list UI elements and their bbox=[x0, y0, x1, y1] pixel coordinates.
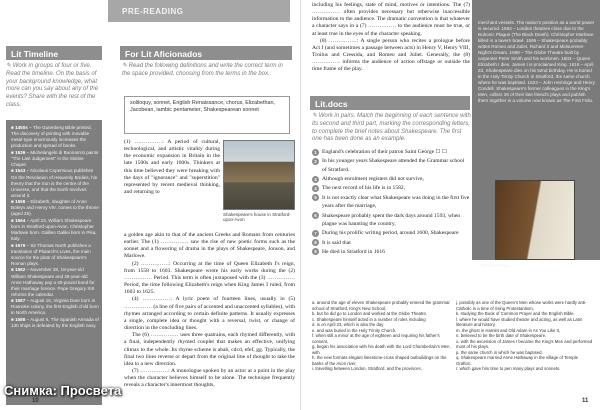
answer-option: o. with the ascension of James I became the King's Men and performed most of his plays. bbox=[456, 338, 593, 349]
answers-right bbox=[456, 300, 594, 400]
intro-text: Read the following definitions and write the correct term in the space provided, choosing from the terms in the box. bbox=[122, 63, 283, 77]
definition-7-cont: including his feelings, state of mind, motives or intentions. The (7) …………… often provides necessary but otherwise inaccessible information to the audience. The dramatic convention is that whatever a character says in a (7) …………… to the audience must be true, or at least true in the eyes of the character speaking. bbox=[312, 2, 470, 37]
number-badge: 2 bbox=[312, 158, 319, 165]
timeline-entry: ■ 1536 – Michelangelo di Buonarroti paints "The Last Judgement" in the Sistine Chapel. bbox=[11, 149, 99, 167]
answer-option: r. which gave him time to pen many plays and sonnets. bbox=[456, 366, 561, 371]
timeline-entry: ■ 1588 – August 8, The Spanish Armada of 130 ships is defeated by the English navy. bbox=[11, 316, 99, 328]
definition-2: (2) ……………: Occurring at the time of Queen Elizabeth I's reign, from 1558 to 1603. Shakespeare wrote his early works during the (2) …………… Period. This term is often juxtaposed with the (3) …………… Period, the time following Elizabeth's reign when King James I ruled, from 1603 to 1625. bbox=[124, 260, 295, 296]
timeline-entry: ■ 1450s – The Gutenberg Bible printed. The discovery of printing with movable metal-type enormously increases the production and spread of books. bbox=[11, 125, 92, 149]
shakespeare-house-photo bbox=[223, 140, 295, 210]
page-number-right: 11 bbox=[582, 398, 589, 404]
list-item: 2 In his younger years Shakespeare attended the Grammar school of Stratford. bbox=[312, 157, 470, 174]
answer-option: m. the ghost in Hamlet and Old Adam in As You Like It, bbox=[456, 327, 561, 333]
timeline bbox=[6, 120, 102, 405]
answer-option: a. around the age of eleven Shakespeare probably entered the grammar school of Stratford, King's New School, bbox=[312, 300, 450, 311]
answer-option: c. Shakespeare himself acted in a number of roles including bbox=[312, 316, 426, 322]
list-item: 5 It is not exactly clear what Shakespeare was doing in the first five years after the marriage, bbox=[312, 194, 470, 211]
timeline-entry: ■ 1579 – Sir Thomas North publishes a translation of Plutarch's Lives, the main source for the plots of Shakespeare's Roman plays. bbox=[11, 242, 91, 266]
lit-timeline-intro bbox=[6, 63, 102, 110]
answer-option: g. began his association with his death with the Lord Chamberlain's Men, with bbox=[312, 344, 451, 355]
answer-option: l. where he would have studied theatre and acting, as well as Latin literature and history. bbox=[456, 316, 583, 327]
list-item: 6 Shakespeare probably spent the dark days around 1593, when plague was haunting the country, bbox=[312, 212, 470, 229]
word-box: soliloquy, sonnet, English Renaissance, chorus, Elizabethan, Jacobean, iambic pentameter, Shakespearean sonnet bbox=[124, 96, 290, 134]
section-header: PRE-READING bbox=[108, 0, 290, 22]
list-item: 3 Although enrolment registers did not survive, bbox=[312, 175, 470, 184]
definition-6: The (6) …………… uses three quatrains, each rhymed differently, with a final, independently rhymed couplet that makes an effective, unifying climax to the whole. Its rhyme scheme is abab, cdcd, efef, gg. Typically, the final two lines reverse or depart from the original line of thought to take the idea to a new direction. bbox=[124, 332, 295, 367]
number-badge: 3 bbox=[312, 176, 319, 183]
definitions-continued bbox=[312, 2, 470, 90]
answer-option: j. possibly as one of the Queen's Men whose works were hardly anti-Catholic in a time of rising Protestantism, bbox=[456, 300, 587, 311]
answer-option: p. the same church in which he was baptised. bbox=[456, 349, 543, 355]
answers-left bbox=[312, 300, 452, 400]
timeline-text: merchant vessels. The nation's position as a world power is secured. 1593 – London theatres close due to the Bubonic Plague (The Black Death). Christopher Marlowe killed in a tavern brawl. 1595 – Shakespeare probably writes Romeo and Juliet, Richard II and Midsummer Night's Dream. 1598 – The Globe Theatre built by carpenter Peter Smith and his workmen. 1603 – Queen Elizabeth I dies. James I is proclaimed King. 1616 – April 23, Shakespeare dies on his 52nd birthday. He is buried in the Holy Trinity Church in Stratford, the same church where he was baptised. 1623 – John Heminge and Henry Condell, Shakespeare's former colleagues in the King's Men, collect 36 of their late friend's plays and publish them together in a volume now known as The First Folio. bbox=[478, 20, 595, 103]
list-item: 7 During his prolific writing period, around 1600, Shakespeare bbox=[312, 229, 470, 238]
answer-option: e. and was buried in the Holy Trinity Church. bbox=[312, 327, 397, 333]
lit-timeline-title: Lit Timeline bbox=[6, 46, 102, 60]
answer-option: k. studying the Book of Common Prayer and the English Bible. bbox=[456, 311, 575, 316]
lit-docs-intro bbox=[312, 113, 472, 144]
pen-icon: ✎ bbox=[122, 63, 129, 69]
definition-8: (8) ……………: A single person who recites a prologue before Act I (and sometimes a passage between acts) in Henry V, Henry VIII, Troilus and Cressida, and Romeo and Juliet. Generally, the (8) …………… informs the audience of action offstage or outside the time frame of the play. bbox=[312, 37, 470, 73]
answer-option: n. believed to be the birth date of Shakespeare. bbox=[456, 333, 547, 338]
definitions-rest bbox=[124, 232, 295, 402]
watermark: Снимка: Просвета bbox=[4, 383, 122, 398]
intro-text: Work in pairs. Match the beginning of each sentence with its second and third part, marking the corresponding letters, to complete the brief notes about Shakespeare. The first one has been done as an example. bbox=[312, 113, 471, 143]
pen-icon: ✎ bbox=[312, 113, 319, 119]
pen-icon: ✎ bbox=[6, 63, 13, 69]
sentence-list bbox=[312, 148, 470, 257]
number-badge: 9 bbox=[312, 248, 319, 255]
definition-1a: (1) ……………: A period of cultural, technological, and artistic vitality during the economic expansion in Britain in the late 1500s and early 1600s. Thinkers at this time believed they were breaking with the days of "ignorance" and "superstition" represented by recent medieval thinking, and returning to bbox=[124, 139, 220, 196]
timeline-entry: ■ 1543 – Nicolaus Copernicus publishes On the Revolution of Heavenly Bodies, his theory that the Sun is the centre of the Universe, and that the Earth revolves around it. bbox=[11, 168, 98, 198]
intro-text: Work in groups of four or five. Read the timeline. On the basis of your background knowledge, what more can you say about any of the events? Share with the rest of the class. bbox=[6, 63, 99, 108]
number-badge: 1 bbox=[312, 149, 319, 156]
page-number-left: 10 bbox=[32, 398, 39, 404]
list-item: 8 It is said that bbox=[312, 239, 470, 248]
timeline-entry: ■ 1564 – April 23, William Shakespeare born in Stratford-upon-Avon. Christopher Marlowe born. Galileo Galilei born in Pisa, Italy. bbox=[11, 217, 97, 242]
list-item: 4 The next record of his life is in 1582, bbox=[312, 184, 470, 193]
definition-1b: a golden age akin to that of the ancient Greeks and Romans from centuries earlier. The (1) …………… saw the rise of new poetic forms such as the sonnet and a flowering of drama in the plays of Shakespeare, Jonson, and Marlowe. bbox=[124, 232, 295, 260]
timeline-entry: ■ 1582 – November 28, 18-year-old William Shakespeare and 26-year-old Anne Hathaway pay a 40-pound bond for their marriage licence. Pope Gregory XIII reforms the calendar. bbox=[11, 267, 95, 297]
number-badge: 5 bbox=[312, 194, 319, 201]
first-folio-image bbox=[495, 180, 575, 260]
definition-7: (7) ……………: A monologue spoken by an actor at a point in the play when the character believes himself to be alone. The technique frequently reveals a character's innermost thoughts, bbox=[124, 367, 295, 389]
timeline-entry: ■ 1558 – Elizabeth, daughter of Anne Boleyn and Henry VIII, comes to the throne (aged 25). bbox=[11, 199, 99, 217]
aficionados-intro bbox=[122, 63, 292, 79]
timeline-entry: ■ 1587 – August 18, Virginia Dare born in Roanoke colony, the first English child born in North America. bbox=[11, 298, 99, 316]
number-badge: 7 bbox=[312, 230, 319, 237]
lit-aficionados-title: For Lit Aficionados bbox=[120, 46, 292, 60]
answer-option: f. when still a minor at the age of eighteen and requiring his father's consent, bbox=[312, 333, 440, 344]
list-item: 9 He died in Stratford in 1616 bbox=[312, 248, 470, 257]
lit-docs-title: Lit.docs bbox=[310, 96, 470, 110]
answer-option: q. Shakespeare married Anne Hathaway in the village of Temple Grafton. bbox=[456, 355, 578, 366]
photo-caption: Shakespeare's house in Stratford-upon-Avon bbox=[223, 212, 291, 222]
list-item: 1 England's celebration of their patron Saint George ☐ ☐ bbox=[312, 148, 470, 157]
number-badge: 6 bbox=[312, 212, 319, 219]
number-badge: 8 bbox=[312, 239, 319, 246]
book-caption: The First Folio bbox=[480, 263, 509, 268]
answer-option: d. is on April 23, which is also the day bbox=[312, 322, 384, 327]
answer-option: b. but he did go to London and worked at the Globe Theatre. bbox=[312, 311, 428, 316]
answer-option: i. travelling between London, Stratford, and the provinces, bbox=[312, 366, 422, 371]
page-divider bbox=[300, 0, 301, 410]
number-badge: 4 bbox=[312, 185, 319, 192]
definition-4: (4) ……………: A lyric poem of fourteen lines, usually in (5) …………… (a line of five pairs of accented and unaccented syllables), with rhymes arranged according to certain definite patterns. It usually expresses a single, complete idea or thought with a reversal, twist, or change of direction in the concluding lines. bbox=[124, 296, 295, 332]
answer-option: h. the new formats elegant limestone-cross shaped outbuildings on the banks of the Avon river, bbox=[312, 355, 447, 366]
